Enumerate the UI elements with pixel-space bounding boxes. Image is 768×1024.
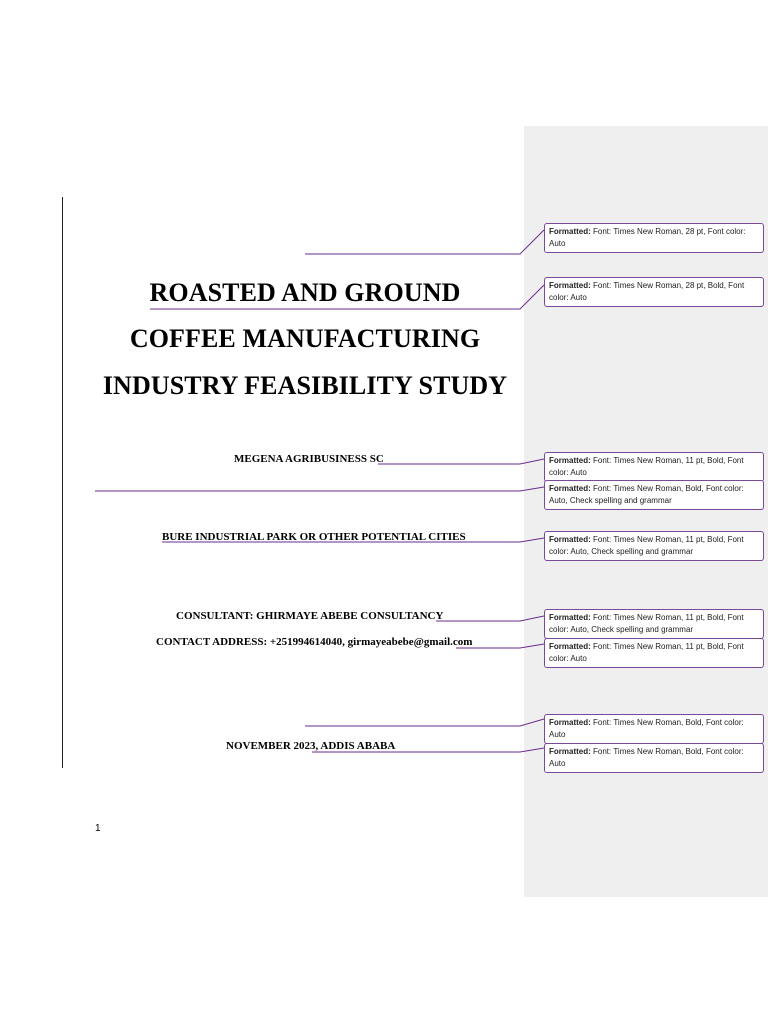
comment-balloon-4[interactable] [544,480,764,510]
comment-label: Formatted: [549,613,591,622]
comment-balloon-1[interactable] [544,223,764,253]
comment-text: Font: Times New Roman, 28 pt, Font color: Auto [549,227,746,248]
title-line-1: ROASTED AND GROUND [149,278,461,307]
comment-balloon-5[interactable] [544,531,764,561]
comment-label: Formatted: [549,535,591,544]
comment-balloon-6[interactable] [544,609,764,639]
title-line-2: COFFEE MANUFACTURING [129,324,481,353]
comment-label: Formatted: [549,718,591,727]
consultant-text: CONSULTANT: GHIRMAYE ABEBE CONSULTANCY [176,610,444,622]
date-text: NOVEMBER 2023, ADDIS ABABA [226,740,396,752]
comment-balloon-9[interactable] [544,743,764,773]
comment-label: Formatted: [549,484,591,493]
title-line-3: INDUSTRY FEASIBILITY STUDY [102,371,508,400]
company-name: MEGENA AGRIBUSINESS SC [234,453,384,465]
comment-text: Font: Times New Roman, 11 pt, Bold, Font color: Auto, Check spelling and grammar [549,535,744,556]
comment-label: Formatted: [549,456,591,465]
comment-balloon-8[interactable] [544,714,764,744]
comment-balloon-2[interactable] [544,277,764,307]
comment-label: Formatted: [549,227,591,236]
comment-text: Font: Times New Roman, 11 pt, Bold, Font color: Auto, Check spelling and grammar [549,613,744,634]
comment-label: Formatted: [549,281,591,290]
location-text: BURE INDUSTRIAL PARK OR OTHER POTENTIAL CITIES [162,531,466,543]
comment-text: Font: Times New Roman, 11 pt, Bold, Font color: Auto [549,642,744,663]
comment-text: Font: Times New Roman, Bold, Font color: Auto [549,718,744,739]
page-number: 1 [95,823,101,834]
comment-text: Font: Times New Roman, Bold, Font color: Auto [549,747,744,768]
comment-balloon-3[interactable] [544,452,764,482]
comment-label: Formatted: [549,747,591,756]
contact-text: CONTACT ADDRESS: +251994614040, girmayeabebe@gmail.com [156,636,473,648]
comment-text: Font: Times New Roman, 11 pt, Bold, Font color: Auto [549,456,744,477]
comment-text: Font: Times New Roman, 28 pt, Bold, Font color: Auto [549,281,745,302]
comment-label: Formatted: [549,642,591,651]
comment-text: Font: Times New Roman, Bold, Font color: Auto, Check spelling and grammar [549,484,744,505]
comment-balloon-7[interactable] [544,638,764,668]
